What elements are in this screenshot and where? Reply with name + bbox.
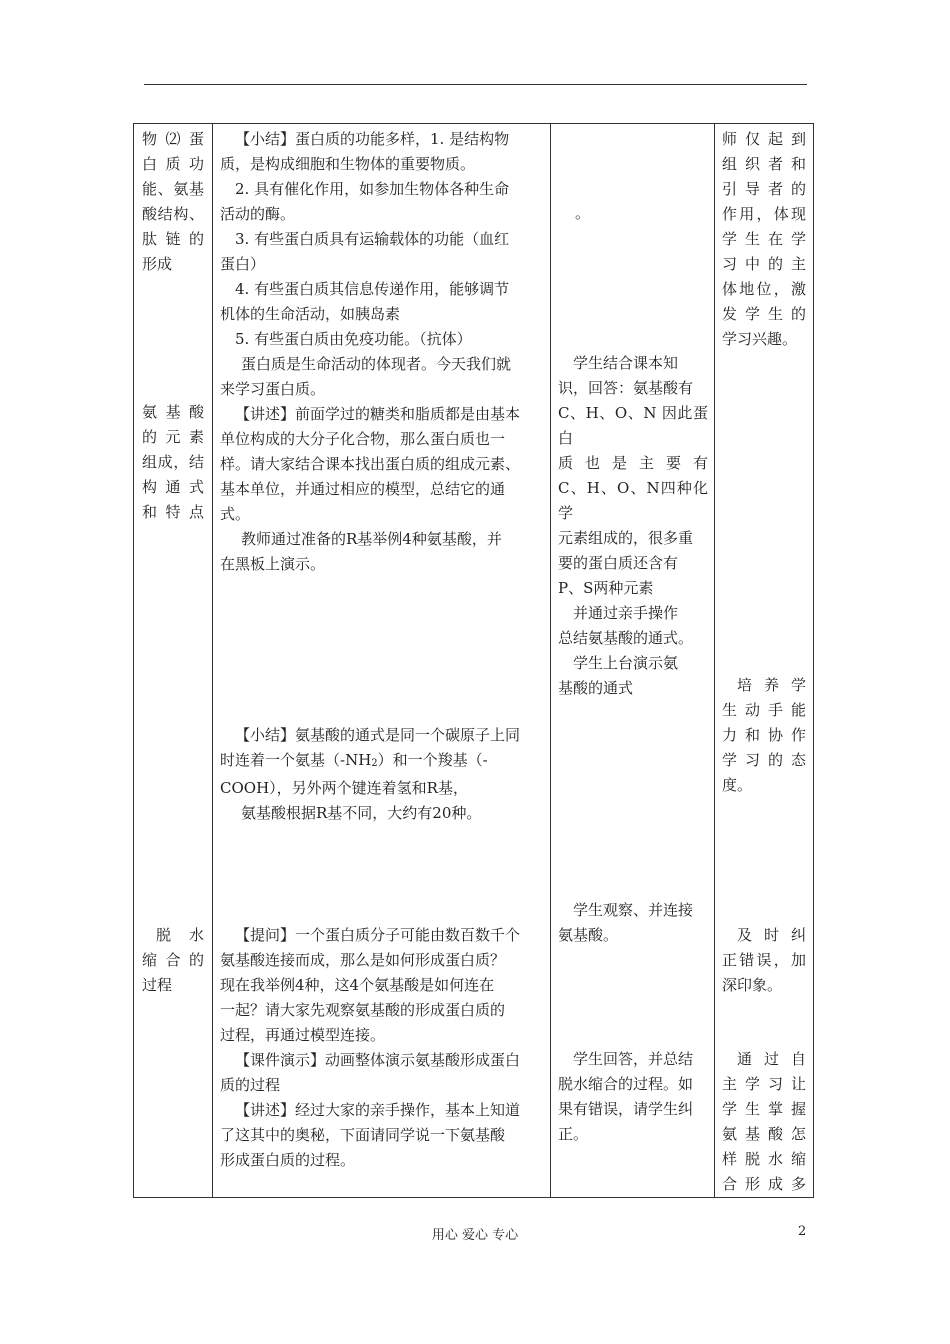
text-line: 力和协作 (722, 726, 806, 744)
topic-dehydration-condensation (142, 923, 204, 998)
text-line: 【提问】一个蛋白质分子可能由数百数千个 (235, 926, 521, 944)
text-line: 师仅起到 (722, 130, 806, 148)
text-line: 培养学 (737, 676, 806, 694)
text-line: 学生在学 (722, 230, 806, 248)
text-line: 质，是构成细胞和生物体的重要物质。 (220, 155, 476, 173)
text-line: 单位构成的大分子化合物，那么蛋白质也一 (220, 430, 506, 448)
student-block-observe (558, 898, 708, 948)
text-line: 正。 (558, 1125, 589, 1143)
text-line: 元素组成的，很多重 (558, 529, 694, 547)
text-line: 3. 有些蛋白质具有运输载体的功能（血红 (235, 230, 510, 248)
text-line: 【讲述】经过大家的亲手操作，基本上知道 (235, 1101, 521, 1119)
text-line: 过程，再通过模型连接。 (220, 1026, 386, 1044)
text-line: 蛋白质是生命活动的体现者。今天我们就 (241, 355, 512, 373)
student-block-answer (558, 351, 708, 701)
footer-motto: 用心 爱心 专心 (431, 1228, 519, 1243)
text-line: 一起？请大家先观察氨基酸的形成蛋白质的 (220, 1001, 506, 1019)
text-line: 样。请大家结合课本找出蛋白质的组成元素、 (220, 455, 521, 473)
text-line: 氨基酸 (142, 403, 204, 421)
text-line: 脱水缩合的过程。如 (558, 1075, 694, 1093)
text-line: 4. 有些蛋白质其信息传递作用，能够调节 (235, 280, 510, 298)
text-line: 学生掌握 (722, 1100, 806, 1118)
text-line: P、S两种元素 (558, 579, 654, 597)
teacher-block-amino-formula (220, 723, 546, 826)
text-line: 氨基酸怎 (722, 1125, 806, 1143)
text-line: 时连着一个氨基$(-NH_2)$和一个羧基（- (220, 751, 488, 769)
intent-block-self-study (722, 1047, 806, 1197)
intent-block-hands-on (722, 673, 806, 798)
text-line: 缩合的 (142, 951, 204, 969)
text-line: 组成，结 (142, 453, 204, 471)
text-line: 基本单位，并通过相应的模型，总结它的通 (220, 480, 506, 498)
text-line: 5. 有些蛋白质由免疫功能。（抗体） (235, 330, 472, 348)
header-rule (144, 84, 807, 85)
text-line: 氨基酸连接而成，那么是如何形成蛋白质？ (220, 951, 506, 969)
text-line: 物⑵蛋 (142, 130, 204, 148)
text-line: 基酸的通式 (558, 679, 634, 697)
text-line: 脱水 (156, 926, 204, 944)
intent-block-teacher-role (722, 127, 806, 352)
text-line: 【小结】氨基酸的通式是同一个碳原子上同 (235, 726, 521, 744)
text-line: 并通过亲手操作 (573, 604, 679, 622)
text-line: 机体的生命活动，如胰岛素 (220, 305, 401, 323)
student-activity-column (551, 124, 715, 1198)
text-line: 氨基酸根据R基不同，大约有20种。 (241, 804, 482, 822)
design-intent-column (715, 124, 814, 1198)
text-line: 活动的酶。 (220, 205, 296, 223)
teacher-block-summary-functions (220, 127, 546, 577)
text-line: 通过自 (737, 1050, 806, 1068)
text-line: 学生上台演示氨 (573, 654, 679, 672)
text-line: 了这其中的奥秘，下面请同学说一下氨基酸 (220, 1126, 506, 1144)
text-line: 果有错误，请学生纠 (558, 1100, 694, 1118)
topic-protein-function (142, 127, 204, 277)
text-line: 生动手能 (722, 701, 806, 719)
text-line: 学习的态 (722, 751, 806, 769)
text-line: 来学习蛋白质。 (220, 380, 326, 398)
text-line: 主学习让 (722, 1075, 806, 1093)
student-block-summarize (558, 1047, 708, 1147)
text-line: 作用，体现 (722, 205, 806, 223)
text-line: 总结氨基酸的通式。 (558, 629, 694, 647)
text-line: 组织者和 (722, 155, 806, 173)
text-line: 。 (575, 204, 591, 222)
text-line: 构通式 (142, 478, 204, 496)
text-line: 深印象。 (722, 976, 783, 994)
text-line: 蛋白） (220, 255, 266, 273)
text-line: 式。 (220, 505, 251, 523)
text-line: 学习兴趣。 (722, 330, 798, 348)
text-line: 过程 (142, 976, 173, 994)
text-line: 学生结合课本知 (573, 354, 679, 372)
student-dot (575, 201, 605, 226)
text-line: 形成蛋白质的过程。 (220, 1151, 356, 1169)
text-line: 引导者的 (722, 180, 806, 198)
text-line: 教师通过准备的R基举例4种氨基酸，并 (241, 530, 502, 548)
text-line: 白质功 (142, 155, 204, 173)
text-line: 正错误，加 (722, 951, 806, 969)
text-line: 学生观察、并连接 (573, 901, 694, 919)
page-number: 2 (798, 1224, 807, 1239)
text-line: 肽链的 (142, 230, 204, 248)
text-line: 合形成多 (722, 1175, 806, 1193)
text-line: 和特点 (142, 503, 204, 521)
text-line: 现在我举例4种，这4个氨基酸是如何连在 (220, 976, 495, 994)
text-line: COOH），另外两个键连着氢和R基， (220, 779, 468, 797)
text-line: C、H、O、N四种化学 (558, 479, 708, 522)
topic-column (134, 124, 213, 1198)
text-line: 要的蛋白质还含有 (558, 554, 679, 572)
text-line: 度。 (722, 776, 753, 794)
text-line: 酸结构、 (142, 205, 204, 223)
text-line: 发学生的 (722, 305, 806, 323)
text-line: C、H、O、N 因此蛋白 (558, 404, 708, 447)
text-line: 【讲述】前面学过的糖类和脂质都是由基本 (235, 405, 521, 423)
text-line: 在黑板上演示。 (220, 555, 326, 573)
lesson-plan-table (133, 123, 814, 1198)
text-line: 样脱水缩 (722, 1150, 806, 1168)
text-line: 体地位，激 (722, 280, 806, 298)
topic-amino-acid-structure (142, 400, 204, 525)
text-line: 能、氨基 (142, 180, 204, 198)
text-line: 形成 (142, 255, 173, 273)
text-line: 【小结】蛋白质的功能多样，1. 是结构物 (235, 130, 510, 148)
text-line: 及时纠 (737, 926, 806, 944)
text-line: 学生回答，并总结 (573, 1050, 694, 1068)
text-line: 【课件演示】动画整体演示氨基酸形成蛋白 (235, 1051, 521, 1069)
text-line: 识，回答：氨基酸有 (558, 379, 694, 397)
text-line: 氨基酸。 (558, 926, 619, 944)
text-line: 质的过程 (220, 1076, 281, 1094)
teacher-block-question (220, 923, 546, 1173)
intent-block-correct-errors (722, 923, 806, 998)
text-line: 习中的主 (722, 255, 806, 273)
text-line: 质也是主要有 (558, 454, 708, 472)
text-line: 2. 具有催化作用，如参加生物体各种生命 (235, 180, 510, 198)
teacher-activity-column (213, 124, 551, 1198)
text-line: 的元素 (142, 428, 204, 446)
